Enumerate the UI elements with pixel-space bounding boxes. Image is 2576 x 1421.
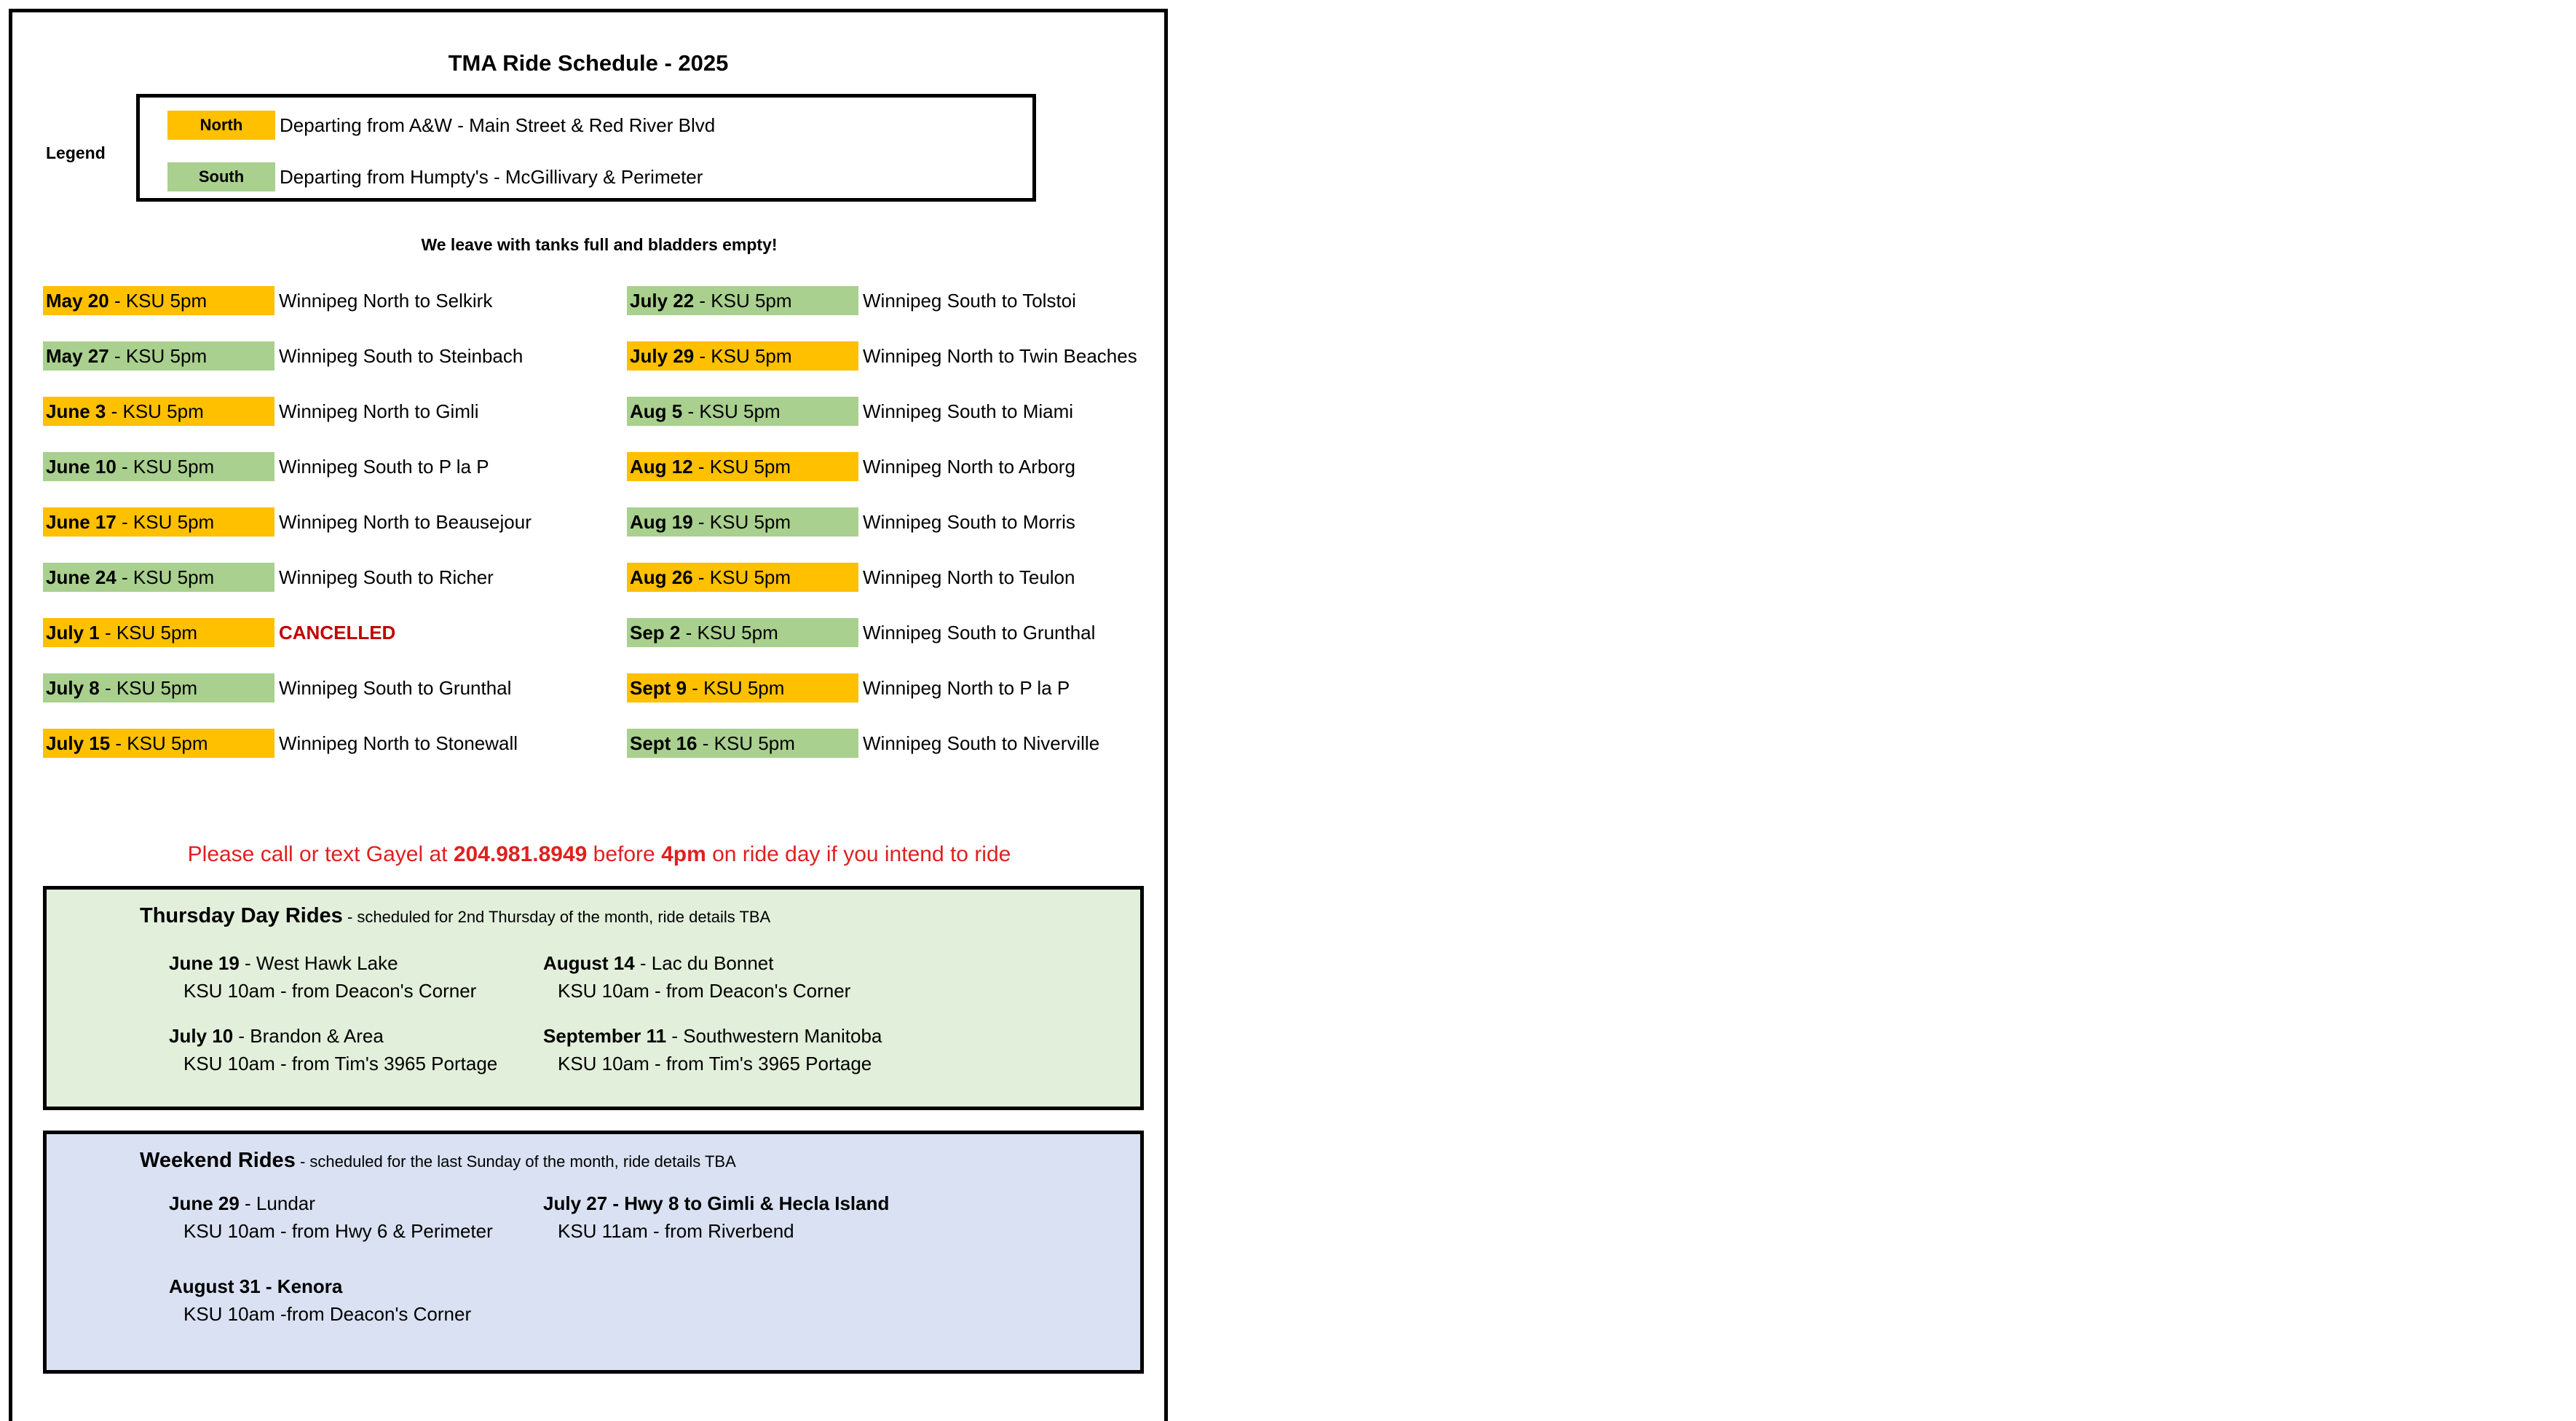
ride-ksu-time: - KSU 5pm: [108, 344, 208, 367]
ride-ksu-time: - KSU 5pm: [692, 510, 791, 533]
ride-date-cell: [43, 673, 274, 702]
ride-row: [627, 397, 1209, 452]
ride-row: [43, 618, 625, 673]
ride-ksu-time: - KSU 5pm: [99, 621, 198, 644]
ride-date-cell: [43, 729, 274, 758]
ride-date: Aug 12: [630, 455, 693, 478]
legend-swatch-south: South: [167, 162, 275, 191]
ride-event: [169, 1190, 493, 1245]
ride-row: [627, 452, 1209, 507]
ride-date: June 24: [46, 566, 116, 588]
ride-date: Aug 26: [630, 566, 693, 588]
legend-item-north: [167, 111, 715, 140]
ride-destination: Winnipeg South to Steinbach: [279, 344, 524, 367]
ride-date: Aug 19: [630, 510, 693, 533]
ride-destination: Winnipeg North to Twin Beaches: [863, 344, 1137, 367]
ride-row: [627, 673, 1209, 729]
ride-ksu-time: - KSU 5pm: [110, 732, 208, 754]
ride-destination: Winnipeg South to Tolstoi: [863, 289, 1076, 312]
ride-row: [627, 507, 1209, 563]
ride-row: [627, 563, 1209, 618]
ride-destination: Winnipeg North to Gimli: [279, 400, 479, 422]
ride-ksu-time: - KSU 5pm: [116, 566, 215, 588]
notice-text: on ride day if you intend to ride: [706, 842, 1011, 866]
event-ksu-detail: KSU 10am -from Deacon's Corner: [183, 1303, 472, 1325]
ride-row: [43, 507, 625, 563]
ride-destination: Winnipeg North to Teulon: [863, 566, 1075, 588]
ride-date-cell: [43, 452, 274, 481]
event-destination: - Lundar: [239, 1192, 315, 1214]
contact-phone: 204.981.8949: [453, 842, 588, 866]
ride-event: [169, 1022, 497, 1077]
ride-date-cell: [627, 397, 858, 426]
schedule-sheet: [9, 9, 1168, 1421]
ride-cancelled-label: CANCELLED: [279, 621, 396, 644]
ride-date: June 3: [46, 400, 106, 422]
ride-destination: Winnipeg North to P la P: [863, 676, 1070, 699]
ride-ksu-time: - KSU 5pm: [116, 510, 215, 533]
ride-ksu-time: - KSU 5pm: [106, 400, 204, 422]
ride-ksu-time: - KSU 5pm: [99, 676, 198, 699]
legend-box: [136, 94, 1036, 202]
ride-date-cell: [43, 618, 274, 647]
ride-event: [543, 1190, 889, 1245]
ride-date-cell: [627, 618, 858, 647]
ride-date-cell: [43, 507, 274, 537]
event-date: June 29: [169, 1192, 240, 1214]
ride-ksu-time: - KSU 5pm: [116, 455, 215, 478]
ride-date-cell: [627, 341, 858, 371]
ride-destination: Winnipeg North to Selkirk: [279, 289, 493, 312]
legend-item-south: [167, 162, 703, 191]
ride-date-cell: [627, 729, 858, 758]
event-ksu-detail: KSU 10am - from Tim's 3965 Portage: [183, 1053, 498, 1074]
ride-row: [43, 563, 625, 618]
ride-ksu-time: - KSU 5pm: [682, 400, 781, 422]
ride-date: Sep 2: [630, 621, 681, 644]
thursday-subtitle: - scheduled for 2nd Thursday of the month, ride details TBA: [342, 908, 771, 926]
event-destination: - Hwy 8 to Gimli & Hecla Island: [607, 1192, 890, 1214]
ride-row: [43, 341, 625, 397]
ride-ksu-time: - KSU 5pm: [108, 289, 208, 312]
event-date: August 31: [169, 1275, 261, 1297]
event-date: July 10: [169, 1025, 234, 1047]
ride-ksu-time: - KSU 5pm: [694, 344, 792, 367]
event-ksu-detail: KSU 11am - from Riverbend: [558, 1220, 794, 1242]
rides-column-left: [43, 286, 625, 784]
ride-date: July 22: [630, 289, 695, 312]
ride-destination: Winnipeg South to Grunthal: [863, 621, 1096, 644]
ride-date-cell: [43, 286, 274, 315]
event-destination: - Kenora: [260, 1275, 343, 1297]
ride-destination: Winnipeg North to Beausejour: [279, 510, 532, 533]
thursday-title: Thursday Day Rides: [140, 904, 343, 927]
ride-destination: Winnipeg South to Richer: [279, 566, 494, 588]
weekend-rides-section: [43, 1131, 1144, 1374]
event-destination: - Southwestern Manitoba: [666, 1025, 882, 1047]
ride-destination: Winnipeg North to Arborg: [863, 455, 1075, 478]
ride-date: June 17: [46, 510, 116, 533]
ride-destination: Winnipeg South to Morris: [863, 510, 1075, 533]
ride-row: [43, 397, 625, 452]
event-destination: - Lac du Bonnet: [634, 952, 774, 974]
event-ksu-detail: KSU 10am - from Tim's 3965 Portage: [558, 1053, 872, 1074]
ride-date: Sept 9: [630, 676, 687, 699]
ride-date: July 1: [46, 621, 100, 644]
ride-row: [627, 618, 1209, 673]
ride-date: June 10: [46, 455, 116, 478]
section-title: [140, 1149, 736, 1173]
event-ksu-detail: KSU 10am - from Hwy 6 & Perimeter: [183, 1220, 493, 1242]
event-destination: - West Hawk Lake: [239, 952, 398, 974]
ride-row: [43, 673, 625, 729]
ride-ksu-time: - KSU 5pm: [692, 566, 791, 588]
ride-row: [43, 452, 625, 507]
ride-ksu-time: - KSU 5pm: [697, 732, 795, 754]
legend-desc-north: Departing from A&W - Main Street & Red River Blvd: [280, 114, 716, 136]
ride-destination: Winnipeg North to Stonewall: [279, 732, 518, 754]
ride-event: [169, 949, 476, 1005]
ride-row: [627, 729, 1209, 784]
weekend-title: Weekend Rides: [140, 1149, 296, 1172]
ride-date-cell: [627, 563, 858, 592]
ride-destination: Winnipeg South to P la P: [279, 455, 489, 478]
ride-ksu-time: - KSU 5pm: [692, 455, 791, 478]
ride-date: May 27: [46, 344, 109, 367]
ride-event: [169, 1272, 471, 1328]
ride-date: July 15: [46, 732, 111, 754]
thursday-rides-section: [43, 886, 1144, 1110]
event-date: August 14: [543, 952, 635, 974]
legend-desc-south: Departing from Humpty's - McGillivary & Perimeter: [280, 165, 703, 188]
ride-date-cell: [627, 286, 858, 315]
ride-row: [627, 286, 1209, 341]
event-date: July 27: [543, 1192, 608, 1214]
event-ksu-detail: KSU 10am - from Deacon's Corner: [183, 980, 477, 1002]
ride-date: July 8: [46, 676, 100, 699]
page-title: TMA Ride Schedule - 2025: [448, 50, 729, 76]
rides-column-right: [627, 286, 1209, 784]
ride-date-cell: [627, 673, 858, 702]
ride-row: [43, 286, 625, 341]
ride-date-cell: [627, 452, 858, 481]
rsvp-deadline: 4pm: [661, 842, 706, 866]
ride-date-cell: [43, 341, 274, 371]
ride-row: [43, 729, 625, 784]
ride-destination: Winnipeg South to Grunthal: [279, 676, 512, 699]
event-date: September 11: [543, 1025, 667, 1047]
ride-date: May 20: [46, 289, 109, 312]
ride-event: [543, 1022, 882, 1077]
motto: We leave with tanks full and bladders empty!: [421, 235, 778, 254]
ride-destination: Winnipeg South to Miami: [863, 400, 1074, 422]
ride-date-cell: [43, 397, 274, 426]
notice-text: Please call or text Gayel at: [187, 842, 454, 866]
legend-label: Legend: [46, 143, 106, 162]
event-ksu-detail: KSU 10am - from Deacon's Corner: [558, 980, 851, 1002]
ride-date-cell: [627, 507, 858, 537]
event-destination: - Brandon & Area: [233, 1025, 384, 1047]
ride-row: [627, 341, 1209, 397]
ride-destination: Winnipeg South to Niverville: [863, 732, 1100, 754]
section-title: [140, 904, 770, 928]
weekend-subtitle: - scheduled for the last Sunday of the month, ride details TBA: [295, 1152, 736, 1171]
notice-text: before: [587, 842, 662, 866]
contact-notice: [12, 842, 1186, 867]
ride-date: Aug 5: [630, 400, 683, 422]
ride-ksu-time: - KSU 5pm: [687, 676, 785, 699]
ride-ksu-time: - KSU 5pm: [694, 289, 792, 312]
legend-swatch-north: North: [167, 111, 275, 140]
ride-event: [543, 949, 850, 1005]
ride-date: July 29: [630, 344, 695, 367]
ride-ksu-time: - KSU 5pm: [680, 621, 778, 644]
event-date: June 19: [169, 952, 240, 974]
ride-date: Sept 16: [630, 732, 698, 754]
ride-date-cell: [43, 563, 274, 592]
